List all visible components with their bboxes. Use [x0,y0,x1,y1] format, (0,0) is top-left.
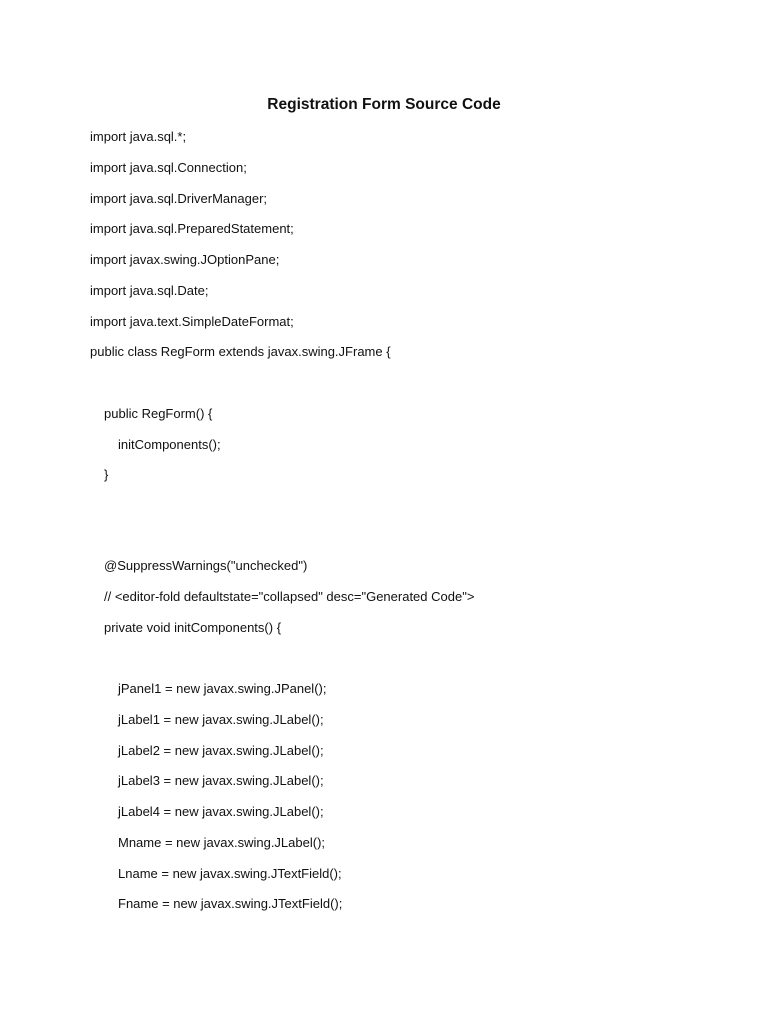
code-line: jLabel3 = new javax.swing.JLabel(); [118,773,324,788]
document-title: Registration Form Source Code [267,96,501,113]
code-line: public class RegForm extends javax.swing.JFrame { [90,344,391,359]
code-line: Mname = new javax.swing.JLabel(); [118,835,326,850]
code-line: import java.sql.Connection; [90,160,247,175]
code-line: } [104,467,109,482]
code-line: import java.sql.Date; [90,283,209,298]
code-line: private void initComponents() { [104,620,282,635]
code-line: jLabel4 = new javax.swing.JLabel(); [118,804,324,819]
code-line: public RegForm() { [104,406,213,421]
code-line: import java.text.SimpleDateFormat; [90,314,294,329]
code-line: import javax.swing.JOptionPane; [90,252,280,267]
code-line: import java.sql.DriverManager; [90,191,268,206]
code-line: jPanel1 = new javax.swing.JPanel(); [118,681,327,696]
code-line: import java.sql.PreparedStatement; [90,221,294,236]
code-line: Lname = new javax.swing.JTextField(); [118,866,342,881]
code-line: Fname = new javax.swing.JTextField(); [118,896,343,911]
code-line: // <editor-fold defaultstate="collapsed" desc="Generated Code"> [104,589,475,604]
code-line: jLabel2 = new javax.swing.JLabel(); [118,743,324,758]
code-line: import java.sql.*; [90,129,187,144]
code-line: initComponents(); [118,437,221,452]
code-line: @SuppressWarnings("unchecked") [104,558,308,573]
code-line: jLabel1 = new javax.swing.JLabel(); [118,712,324,727]
